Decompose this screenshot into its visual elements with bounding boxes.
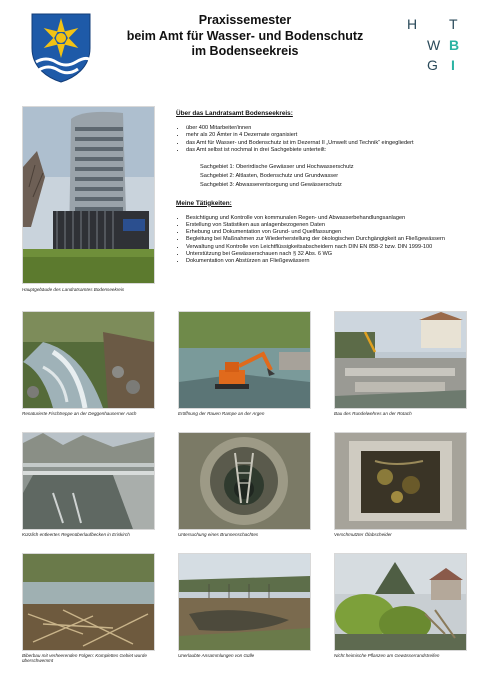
photo-storm-basin xyxy=(22,432,155,530)
list-item: • Erstellung von Statistiken aus anlagenbezogenen Daten xyxy=(186,222,466,229)
title-line-1: Praxissemester xyxy=(198,13,292,27)
sachgebiet-2: Sachgebiet 2: Altlasten, Bodenschutz und Grundwasser xyxy=(200,173,339,180)
photo-caption: Verschmutzter Ölabscheider xyxy=(334,532,392,537)
title-line-3: im Bodenseekreis xyxy=(191,44,299,58)
photo-invasive-plants xyxy=(334,553,467,651)
photo-oil-separator xyxy=(334,432,467,530)
sachgebiet-3: Sachgebiet 3: Abwasserentsorgung und Gewässerschutz xyxy=(200,182,342,189)
landratsamt-facts-list xyxy=(176,125,466,154)
photo-weir-construction xyxy=(334,311,467,409)
list-item: • Begleitung bei Maßnahmen zur Wiederherstellung der ökologischen Durchgängigkeit an Fließgewässern xyxy=(186,236,466,243)
htwg-logo xyxy=(405,16,465,74)
photo-caption: Kürzlich entleertes Regenüberlaufbecken in Eriskirch xyxy=(22,532,130,537)
list-item: • über 400 Mitarbeiter/innen xyxy=(186,125,466,132)
page-title xyxy=(120,13,370,60)
list-item: • mehr als 20 Ämter in 4 Dezernate organisiert xyxy=(186,132,466,139)
logo-letter-g: G xyxy=(427,57,438,73)
office-building-photo xyxy=(22,106,155,284)
logo-letter-b: B xyxy=(449,37,460,53)
logo-letter-i: I xyxy=(451,57,455,73)
info-text-block xyxy=(176,110,466,265)
photo-caption: Biberbau mit verheerenden Folgen: Komplettes Gebiet wurde überschwemmt xyxy=(22,653,147,664)
list-item: • Unterstützung bei Gewässerschauen nach § 32 Abs. 6 WG xyxy=(186,251,466,258)
list-item: • Besichtigung und Kontrolle von kommunalen Regen- und Abwasserbehandlungsanlagen xyxy=(186,215,466,222)
sachgebiet-1: Sachgebiet 1: Oberirdische Gewässer und Hochwasserschutz xyxy=(200,164,354,171)
photo-caption: Nicht heimische Pflanzen am Gewässerrandstreifen xyxy=(334,653,440,658)
photo-beaver-dam xyxy=(22,553,155,651)
office-building-caption: Hauptgebäude des Landratsamtes Bodenseekreis xyxy=(22,287,125,292)
title-line-2: beim Amt für Wasser- und Bodenschutz xyxy=(126,28,364,43)
photo-slurry xyxy=(178,553,311,651)
list-item: • Erhebung und Dokumentation von Grund- und Quellfassungen xyxy=(186,229,466,236)
logo-letter-h: H xyxy=(407,16,418,32)
list-item: • Dokumentation von Abstürzen an Fließgewässern xyxy=(186,258,466,265)
photo-caption: Unerlaubte Ansammlungen von Gülle xyxy=(178,653,255,658)
section-title-taetigkeiten: Meine Tätigkeiten: xyxy=(176,199,232,207)
list-item: • das Amt für Wasser- und Bodenschutz ist im Dezernat II „Umwelt und Technik“ eingegliedert xyxy=(186,140,466,147)
section-title-landratsamt: Über das Landratsamt Bodenseekreis: xyxy=(176,110,293,117)
coat-of-arms-logo xyxy=(30,12,92,84)
photo-caption: Bau des Rundelwehres an der Rotach xyxy=(334,411,412,416)
photo-caption: Eröffnung der Rauen Rampe an der Argen xyxy=(178,411,265,416)
list-item: • das Amt selbst ist nochmal in drei Sachgebiete unterteilt: xyxy=(186,147,466,154)
taetigkeiten-list xyxy=(176,215,466,265)
photo-well-shaft xyxy=(178,432,311,530)
photo-caption: Renaturierte Fischtreppe an der Deggenhauserner Aach xyxy=(22,411,137,416)
logo-letter-w: W xyxy=(427,37,441,53)
photo-caption: Untersuchung eines Brunnenschachtes xyxy=(178,532,259,537)
logo-letter-t: T xyxy=(449,16,458,32)
list-item: • Verwaltung und Kontrolle von Leichtflüssigkeitsabscheidern nach DIN EN 858-2 bzw. DIN 1999-100 xyxy=(186,244,466,251)
photo-fish-ladder xyxy=(22,311,155,409)
photo-excavator xyxy=(178,311,311,409)
